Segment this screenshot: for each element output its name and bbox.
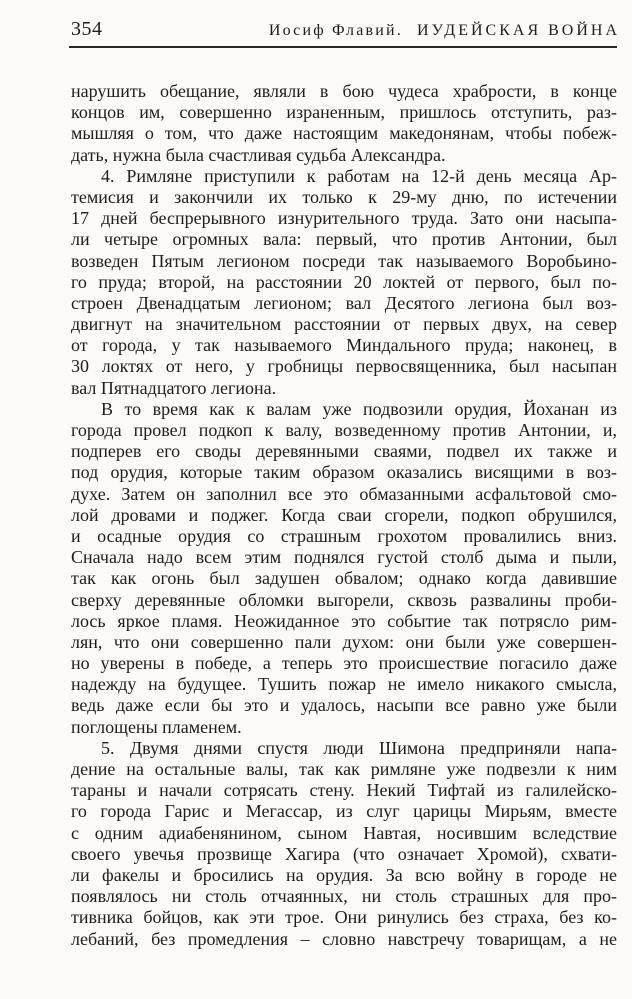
text-line: духе. Затем он заполнил все это обмазанными асфальтовой смо- <box>71 483 617 504</box>
running-title-book: ИУДЕЙСКАЯ ВОЙНА <box>417 22 620 39</box>
text-line: строен Двенадцатым легионом; вал Десятого легиона был воз- <box>71 292 617 313</box>
text-line: поглощены пламенем. <box>71 716 242 737</box>
page-number: 354 <box>71 18 103 40</box>
text-line: сверху деревянные обломки выгорели, сквозь развалины проби- <box>71 589 617 610</box>
text-line: и осадные орудия со страшным грохотом провалились вниз. <box>71 525 617 546</box>
text-line: нарушить обещание, являли в бою чудеса храбрости, в конце <box>71 81 617 101</box>
text-line: от города, у так называемого Миндального пруда; наконец, в <box>71 335 617 356</box>
text-line: лой дровами и поджег. Когда сваи сгорели, подкоп обрушился, <box>71 504 617 525</box>
text-line: города провел подкоп к валу, возведенному против Антонии, и, <box>71 420 617 440</box>
text-line: ли четыре огромных вала: первый, что против Антонии, был <box>71 229 617 250</box>
text-line: двигнут на значительном расстоянии от первых двух, на север <box>71 314 617 335</box>
text-line: подперев его своды деревянными сваями, подвел их также и <box>71 441 617 462</box>
text-line: мышляя о том, что даже настоящим македонянам, чтобы побеж- <box>71 123 617 144</box>
text-line: тивника бойцов, как эти трое. Они ринулись без страха, без ко- <box>71 907 617 928</box>
text-line: ведь даже если бы это и удалось, насыпи все равно уже были <box>71 695 617 716</box>
running-title-author: Иосиф Флавий. <box>268 22 404 39</box>
text-line: темисия и закончили их только к 29-му дню, по истечении <box>71 186 617 207</box>
text-line: дение на остальные валы, так как римляне уже подвезли к ним <box>71 759 617 779</box>
text-line: Сначала надо всем этим поднялся густой столб дыма и пыли, <box>71 547 617 568</box>
text-line: 17 дней беспрерывного изнурительного труда. Зато они насыпа- <box>71 208 617 229</box>
text-line: тараны и начали сотрясать стену. Некий Тифтай из галилейско- <box>71 780 617 801</box>
text-line: своего увечья прозвище Хагира (что означает Хромой), схвати- <box>71 843 617 864</box>
header-rule <box>69 46 617 48</box>
text-line: го города Гарис и Мегассар, из слуг царицы Мирьям, вместе <box>71 801 617 822</box>
text-line: появлялось ни столь отчаянных, ни столь страшных для про- <box>71 886 617 907</box>
text-line: 4. Римляне приступили к работам на 12-й день месяца Ар- <box>101 165 617 186</box>
paragraph <box>71 81 617 166</box>
text-line: 5. Двумя днями спустя люди Шимона предприняли напа- <box>101 737 617 758</box>
text-line: дать, нужна была счастливая судьба Александра. <box>71 144 446 165</box>
text-line: лян, что они совершенно пали духом: они были уже совершен- <box>71 631 617 652</box>
text-line: концов им, совершенно израненным, пришлось отступить, раз- <box>71 102 617 123</box>
text-line: но уверены в победе, а теперь это происшествие погасило даже <box>71 653 617 674</box>
page-content <box>71 0 620 950</box>
text-line: лось яркое пламя. Неожиданное это событие так потрясло рим- <box>71 610 617 631</box>
text-line: 30 локтях от него, у гробницы первосвященника, был насыпан <box>71 356 617 377</box>
running-header <box>71 18 620 41</box>
text-line: так как огонь был задушен обвалом; однако когда давившие <box>71 568 617 589</box>
text-line: надежду на будущее. Тушить пожар не имело никакого смысла, <box>71 674 617 695</box>
text-line: с одним адиабенянином, сыном Навтая, носившим вследствие <box>71 822 617 843</box>
text-line: под орудия, которые таким образом оказались висящими в воз- <box>71 462 617 483</box>
text-body <box>71 81 617 950</box>
paragraph <box>71 738 617 950</box>
text-line: лебаний, без промедления – словно навстречу товарищам, а не <box>71 928 617 949</box>
paragraph <box>71 166 617 399</box>
text-line: го пруда; второй, на расстоянии 20 локтей от первого, был по- <box>71 271 617 292</box>
text-line: ли факелы и бросились на орудия. За всю войну в городе не <box>71 864 617 885</box>
running-title <box>268 22 620 40</box>
text-line: В то время как к валам уже подвозили орудия, Йоханан из <box>101 398 617 419</box>
text-line: вал Пятнадцатого легиона. <box>71 377 277 398</box>
text-line: возведен Пятым легионом посреди так называемого Воробьино- <box>71 250 617 271</box>
paragraph <box>71 399 617 738</box>
